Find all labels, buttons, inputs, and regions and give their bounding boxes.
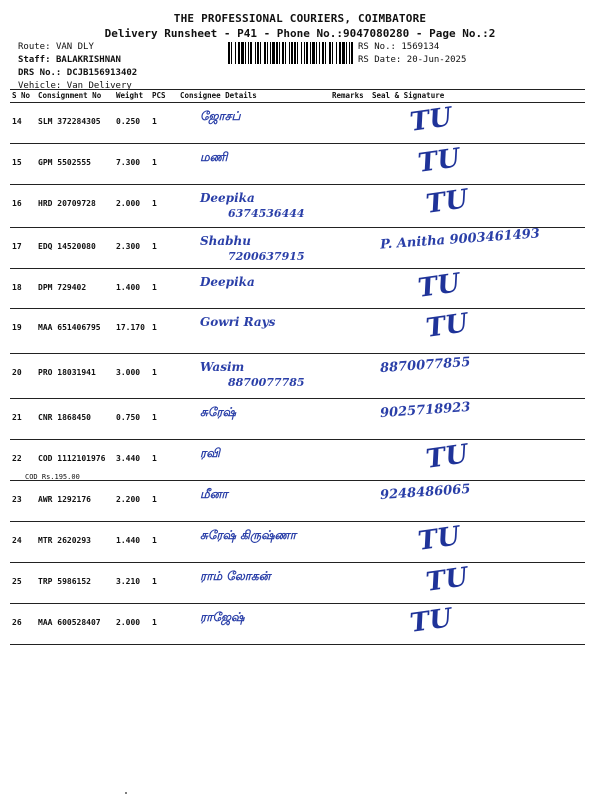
- barcode-bar: [304, 42, 305, 64]
- vehicle-label: Vehicle:: [18, 81, 62, 91]
- seal-signature: TU: [416, 143, 462, 179]
- barcode-bar: [316, 42, 317, 64]
- barcode-bar: [306, 42, 308, 64]
- row-consignment: [25, 440, 114, 481]
- barcode-bar: [228, 42, 230, 64]
- row-consignment-text: COD 1112101976: [38, 454, 106, 463]
- row-consignee: [178, 522, 330, 563]
- seal-signature: TU: [424, 184, 470, 220]
- consignee-name-handwritten: ரவி: [200, 446, 220, 460]
- barcode-bar: [310, 42, 311, 64]
- rs-date-label: RS Date:: [358, 55, 402, 65]
- header-right-info: [358, 41, 466, 67]
- row-consignee: [178, 604, 330, 645]
- row-weight: 1.400: [114, 269, 150, 309]
- row-consignment: HRD 20709728: [36, 185, 114, 228]
- consignee-name-handwritten: Deepika: [200, 191, 255, 205]
- row-consignment: MAA 651406795: [36, 309, 114, 354]
- barcode-bar: [272, 42, 275, 64]
- row-consignment: MAA 600528407: [36, 604, 114, 645]
- consignee-name-handwritten: மணி: [200, 150, 228, 164]
- barcode-bar: [248, 42, 249, 64]
- barcode-bar: [301, 42, 302, 64]
- barcode-bar: [322, 42, 324, 64]
- header-left-info: [18, 41, 137, 93]
- row-weight: 2.000: [114, 185, 150, 228]
- table-row: [10, 563, 585, 604]
- row-remarks: [330, 103, 370, 144]
- consignee-phone-handwritten: 6374536444: [228, 207, 305, 220]
- table-row: [10, 522, 585, 563]
- barcode-bar: [336, 42, 337, 64]
- table-row: [10, 399, 585, 440]
- barcode-bar: [241, 42, 244, 64]
- row-weight: 0.250: [114, 103, 150, 144]
- row-sno: 15: [10, 144, 36, 185]
- row-seal: [370, 399, 585, 440]
- row-sno: 21: [10, 399, 36, 440]
- row-consignment: EDQ 14520080: [36, 228, 114, 269]
- route-label: Route:: [18, 42, 51, 52]
- row-remarks: [330, 481, 370, 522]
- row-consignee: [178, 440, 330, 481]
- consignee-name-handwritten: ராம் லோகன்: [200, 569, 271, 583]
- col-seal: Seal & Signature: [370, 90, 585, 103]
- row-consignee: [178, 563, 330, 604]
- consignee-name-handwritten: Shabhu: [200, 234, 252, 248]
- barcode-bar: [346, 42, 347, 64]
- col-consignment: Consignment No: [36, 90, 114, 103]
- seal-signature: TU: [408, 102, 454, 138]
- row-weight: 2.000: [114, 604, 150, 645]
- col-sno: S No: [10, 90, 36, 103]
- row-weight: 3.440: [114, 440, 150, 481]
- row-remarks: [330, 309, 370, 354]
- row-sno: 26: [10, 604, 36, 645]
- row-consignee: [178, 185, 330, 228]
- barcode-bar: [255, 42, 256, 64]
- table-row: [10, 440, 585, 481]
- runsheet-table: [10, 89, 585, 645]
- drs-value: DCJB156913402: [66, 68, 138, 78]
- consignee-name-handwritten: சுரேஷ்: [200, 405, 236, 419]
- row-seal: [370, 103, 585, 144]
- col-consignee: Consignee Details: [178, 90, 330, 103]
- row-weight: 3.000: [114, 354, 150, 399]
- row-remarks: [330, 269, 370, 309]
- row-sno: 23: [10, 481, 36, 522]
- barcode-bar: [264, 42, 266, 64]
- row-seal: [370, 522, 585, 563]
- table-row: [10, 604, 585, 645]
- barcode-bar: [294, 42, 296, 64]
- barcode-bar: [250, 42, 252, 64]
- row-consignment: AWR 1292176: [36, 481, 114, 522]
- consignee-name-handwritten: Deepika: [200, 275, 255, 289]
- scan-speck: [125, 792, 127, 794]
- consignee-name-handwritten: Wasim: [200, 360, 245, 374]
- seal-signature: TU: [424, 562, 470, 598]
- row-consignee: [178, 144, 330, 185]
- row-consignment: CNR 1868450: [36, 399, 114, 440]
- consignee-name-handwritten: Gowri Rays: [200, 315, 276, 329]
- row-sno: 20: [10, 354, 36, 399]
- barcode-bar: [351, 42, 353, 64]
- row-remarks: [330, 440, 370, 481]
- route-value: VAN DLY: [55, 42, 94, 52]
- col-weight: Weight: [114, 90, 150, 103]
- row-remarks: [330, 354, 370, 399]
- row-sno: 25: [10, 563, 36, 604]
- drs-label: DRS No.:: [18, 68, 62, 78]
- row-consignment: MTR 2620293: [36, 522, 114, 563]
- barcode-bar: [319, 42, 320, 64]
- barcode-bar: [279, 42, 280, 64]
- row-seal: [370, 309, 585, 354]
- row-pcs: 1: [150, 185, 178, 228]
- table-row: [10, 144, 585, 185]
- staff-label: Staff:: [18, 55, 51, 65]
- consignee-phone-handwritten: 7200637915: [228, 250, 305, 263]
- table-row: [10, 103, 585, 144]
- row-consignee: [178, 481, 330, 522]
- row-sno: 17: [10, 228, 36, 269]
- row-consignment: DPM 729402: [36, 269, 114, 309]
- consignee-name-handwritten: ஜோசப்: [200, 109, 241, 123]
- rs-date-value: 20-Jun-2025: [406, 55, 467, 65]
- row-seal: [370, 144, 585, 185]
- table-row: [10, 481, 585, 522]
- barcode-bar: [238, 42, 240, 64]
- table-row: [10, 354, 585, 399]
- row-remarks: [330, 604, 370, 645]
- seal-signature: 9248486065: [379, 481, 471, 504]
- seal-signature: TU: [416, 521, 462, 557]
- runsheet-title: Delivery Runsheet - P41 - Phone No.:9047080280 - Page No.:2: [104, 27, 496, 40]
- row-consignment: PRO 18031941: [36, 354, 114, 399]
- vehicle-value: Van Delivery: [66, 81, 132, 91]
- barcode-bar: [276, 42, 278, 64]
- barcode-bar: [289, 42, 290, 64]
- seal-signature: TU: [408, 603, 454, 639]
- barcode-bar: [285, 42, 286, 64]
- row-seal: [370, 481, 585, 522]
- row-sno: 18: [10, 269, 36, 309]
- consignee-name-handwritten: சுரேஷ் கிருஷ்ணா: [200, 528, 297, 542]
- rs-no-value: 1569134: [401, 42, 440, 52]
- row-pcs: 1: [150, 309, 178, 354]
- barcode-bar: [325, 42, 326, 64]
- row-remarks: [330, 228, 370, 269]
- row-pcs: 1: [150, 481, 178, 522]
- row-weight: 17.170: [114, 309, 150, 354]
- row-pcs: 1: [150, 604, 178, 645]
- col-remarks: Remarks: [330, 90, 370, 103]
- barcode-bar: [245, 42, 246, 64]
- row-seal: [370, 354, 585, 399]
- company-title: THE PROFESSIONAL COURIERS, COIMBATORE: [173, 12, 427, 25]
- row-pcs: 1: [150, 354, 178, 399]
- row-sno: 24: [10, 522, 36, 563]
- cod-note: COD Rs.195.00: [25, 473, 80, 481]
- barcode-bar: [329, 42, 331, 64]
- row-consignee: [178, 269, 330, 309]
- table-row: [10, 228, 585, 269]
- barcode-bar: [231, 42, 232, 64]
- row-weight: 7.300: [114, 144, 150, 185]
- consignee-name-handwritten: ராஜேஷ்: [200, 610, 245, 624]
- row-sno: 22: [10, 440, 36, 481]
- row-pcs: 1: [150, 440, 178, 481]
- row-remarks: [330, 563, 370, 604]
- row-weight: 2.300: [114, 228, 150, 269]
- row-pcs: 1: [150, 228, 178, 269]
- barcode-bar: [342, 42, 345, 64]
- row-consignee: [178, 399, 330, 440]
- row-remarks: [330, 522, 370, 563]
- barcode-bar: [257, 42, 259, 64]
- row-seal: [370, 440, 585, 481]
- staff-value: BALAKRISHNAN: [55, 55, 121, 65]
- table-header-row: [10, 90, 585, 103]
- barcode-bar: [312, 42, 315, 64]
- barcode-bar: [339, 42, 341, 64]
- row-sno: 16: [10, 185, 36, 228]
- seal-signature: TU: [424, 439, 470, 475]
- row-remarks: [330, 185, 370, 228]
- row-seal: [370, 228, 585, 269]
- barcode-bar: [291, 42, 293, 64]
- row-pcs: 1: [150, 269, 178, 309]
- row-weight: 2.200: [114, 481, 150, 522]
- row-seal: [370, 563, 585, 604]
- barcode-bar: [235, 42, 236, 64]
- row-pcs: 1: [150, 399, 178, 440]
- row-remarks: [330, 144, 370, 185]
- barcode-bar: [282, 42, 284, 64]
- table-row: [10, 309, 585, 354]
- barcode-image: [228, 42, 354, 64]
- row-seal: [370, 185, 585, 228]
- row-weight: 1.440: [114, 522, 150, 563]
- row-sno: 14: [10, 103, 36, 144]
- barcode-bar: [297, 42, 298, 64]
- row-pcs: 1: [150, 522, 178, 563]
- row-consignment: TRP 5986152: [36, 563, 114, 604]
- row-consignee: [178, 354, 330, 399]
- consignee-name-handwritten: மீனா: [200, 487, 228, 501]
- seal-signature: P. Anitha 9003461493: [379, 226, 541, 253]
- row-pcs: 1: [150, 563, 178, 604]
- row-consignee: [178, 309, 330, 354]
- consignee-phone-handwritten: 8870077785: [228, 376, 305, 389]
- row-consignment: SLM 372284305: [36, 103, 114, 144]
- table-row: [10, 269, 585, 309]
- col-pcs: PCS: [150, 90, 178, 103]
- row-consignee: [178, 103, 330, 144]
- row-seal: [370, 604, 585, 645]
- table-row: [10, 185, 585, 228]
- row-weight: 3.210: [114, 563, 150, 604]
- seal-signature: TU: [424, 308, 470, 344]
- barcode-bar: [349, 42, 350, 64]
- barcode-bar: [260, 42, 261, 64]
- row-weight: 0.750: [114, 399, 150, 440]
- row-pcs: 1: [150, 103, 178, 144]
- row-consignment: GPM 5502555: [36, 144, 114, 185]
- row-sno: 19: [10, 309, 36, 354]
- row-consignee: [178, 228, 330, 269]
- barcode-bar: [267, 42, 268, 64]
- row-remarks: [330, 399, 370, 440]
- seal-signature: 8870077855: [379, 354, 471, 377]
- row-seal: [370, 269, 585, 309]
- seal-signature: TU: [416, 268, 462, 304]
- seal-signature: 9025718923: [379, 399, 471, 422]
- barcode-bar: [332, 42, 333, 64]
- row-pcs: 1: [150, 144, 178, 185]
- barcode-bar: [270, 42, 271, 64]
- rs-no-label: RS No.:: [358, 42, 396, 52]
